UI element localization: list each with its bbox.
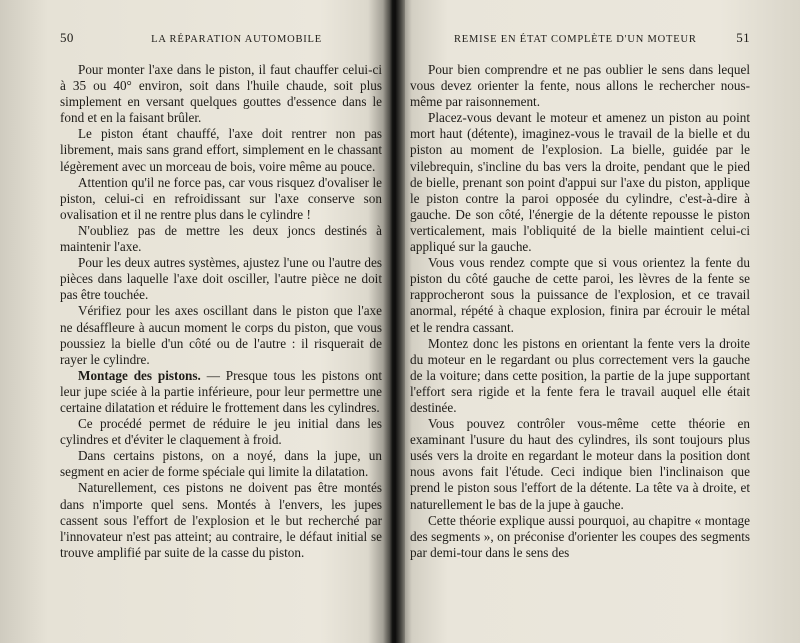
paragraph: Placez-vous devant le moteur et amenez un piston au point mort haut (détente), imaginez-vous le travail de la bielle et du piston au moment de l'explosion. La bielle, guidée par le vilebrequin, s'incline du bas vers la droite, pendant que le pied de bielle, prenant son point d'appui sur l'axe du piston, applique le piston contre la paroi opposée du cylindre, c'est-à-dire à gauche. De son côté, l'énergie de la détente repousse le piston verticalement, mais l'obliquité de la bielle maintient celui-ci appliqué sur la gauche. [410,110,750,255]
paragraph: Naturellement, ces pistons ne doivent pas être montés dans n'importe quel sens. Montés à l'envers, les jupes cassent sous l'effort de l'explosion et le but recherché par l'innovateur n'est pas atteint; au contraire, le défaut initial se trouve amplifié par suite de la casse du piston. [60,480,382,560]
section-text: — Presque tous les pistons ont leur jupe sciée à la partie inférieure, pour leur permettre une certaine dilatation et réduire le frottement dans les cylindres. [60,367,382,415]
paragraph: Vous pouvez contrôler vous-même cette théorie en examinant l'usure du haut des cylindres, ils sont toujours plus usés vers la droite en regardant le moteur dans la position dont nous avons fait l'étude. Ceci indique bien l'inclinaison que prend le piston sous l'effort de la détente. La tête va à droite, et naturellement le bas de la jupe à gauche. [410,416,750,512]
paragraph: Montez donc les pistons en orientant la fente vers la droite du moteur en le regardant ou plus correctement vers la gauche de la voiture; dans cette position, la partie de la jupe supportant l'effort sera rigide et la fente fera le travail auquel elle était destinée. [410,335,750,415]
right-page-body [410,62,750,561]
left-page-number: 50 [60,30,74,45]
left-page-body [60,62,382,561]
paragraph: Dans certains pistons, on a noyé, dans la jupe, un segment en acier de forme spéciale qui limite la dilatation. [60,448,382,480]
paragraph: N'oubliez pas de mettre les deux joncs destinés à maintenir l'axe. [60,222,382,255]
section-paragraph [60,368,382,416]
left-page [0,0,392,643]
paragraph: Vous vous rendez compte que si vous orientez la fente du piston du côté gauche de cette paroi, les lèvres de la fente se rapprocheront sous la puissance de l'explosion, et ce travail anormal, répété à chaque explosion, finira par écrouir le métal et le rendra cassant. [410,255,750,335]
paragraph: Vérifiez pour les axes oscillant dans le piston que l'axe ne désaffleure à aucun moment le corps du piston, que vous poussiez la bielle d'un côté ou de l'autre : il risquerait de rayer le cylindre. [60,303,382,367]
right-running-head [410,30,750,50]
paragraph: Pour bien comprendre et ne pas oublier le sens dans lequel vous devez orienter la fente, nous allons le rechercher nous-même par raisonnement. [410,62,750,110]
right-page [392,0,800,643]
section-heading: Montage des pistons. [78,367,201,383]
paragraph: Ce procédé permet de réduire le jeu initial dans les cylindres et d'éviter le claquement à froid. [60,416,382,448]
paragraph: Le piston étant chauffé, l'axe doit rentrer non pas librement, mais sans grand effort, simplement en le chassant légèrement avec un morceau de bois, voire même au pouce. [60,126,382,174]
right-page-number: 51 [736,30,750,45]
paragraph: Attention qu'il ne force pas, car vous risquez d'ovaliser le piston, celui-ci en refroidissant sur l'axe conserve son ovalisation et il ne rentre plus dans le cylindre ! [60,174,382,222]
left-running-head [60,30,382,50]
left-running-title: LA RÉPARATION AUTOMOBILE [151,34,322,45]
paragraph: Pour les deux autres systèmes, ajustez l'une ou l'autre des pièces dans laquelle l'axe doit osciller, l'autre pièce ne doit pas être touchée. [60,255,382,303]
right-running-title: REMISE EN ÉTAT COMPLÈTE D'UN MOTEUR [454,34,697,45]
paragraph: Pour monter l'axe dans le piston, il faut chauffer celui-ci à 35 ou 40° environ, soit dans l'huile chaude, soit plus simplement en versant quelques gouttes d'essence dans le fond et en la faisant brûler. [60,62,382,126]
paragraph: Cette théorie explique aussi pourquoi, au chapitre « montage des segments », on préconise d'orienter les coupes des segments par demi-tour dans le sens des [410,512,750,560]
